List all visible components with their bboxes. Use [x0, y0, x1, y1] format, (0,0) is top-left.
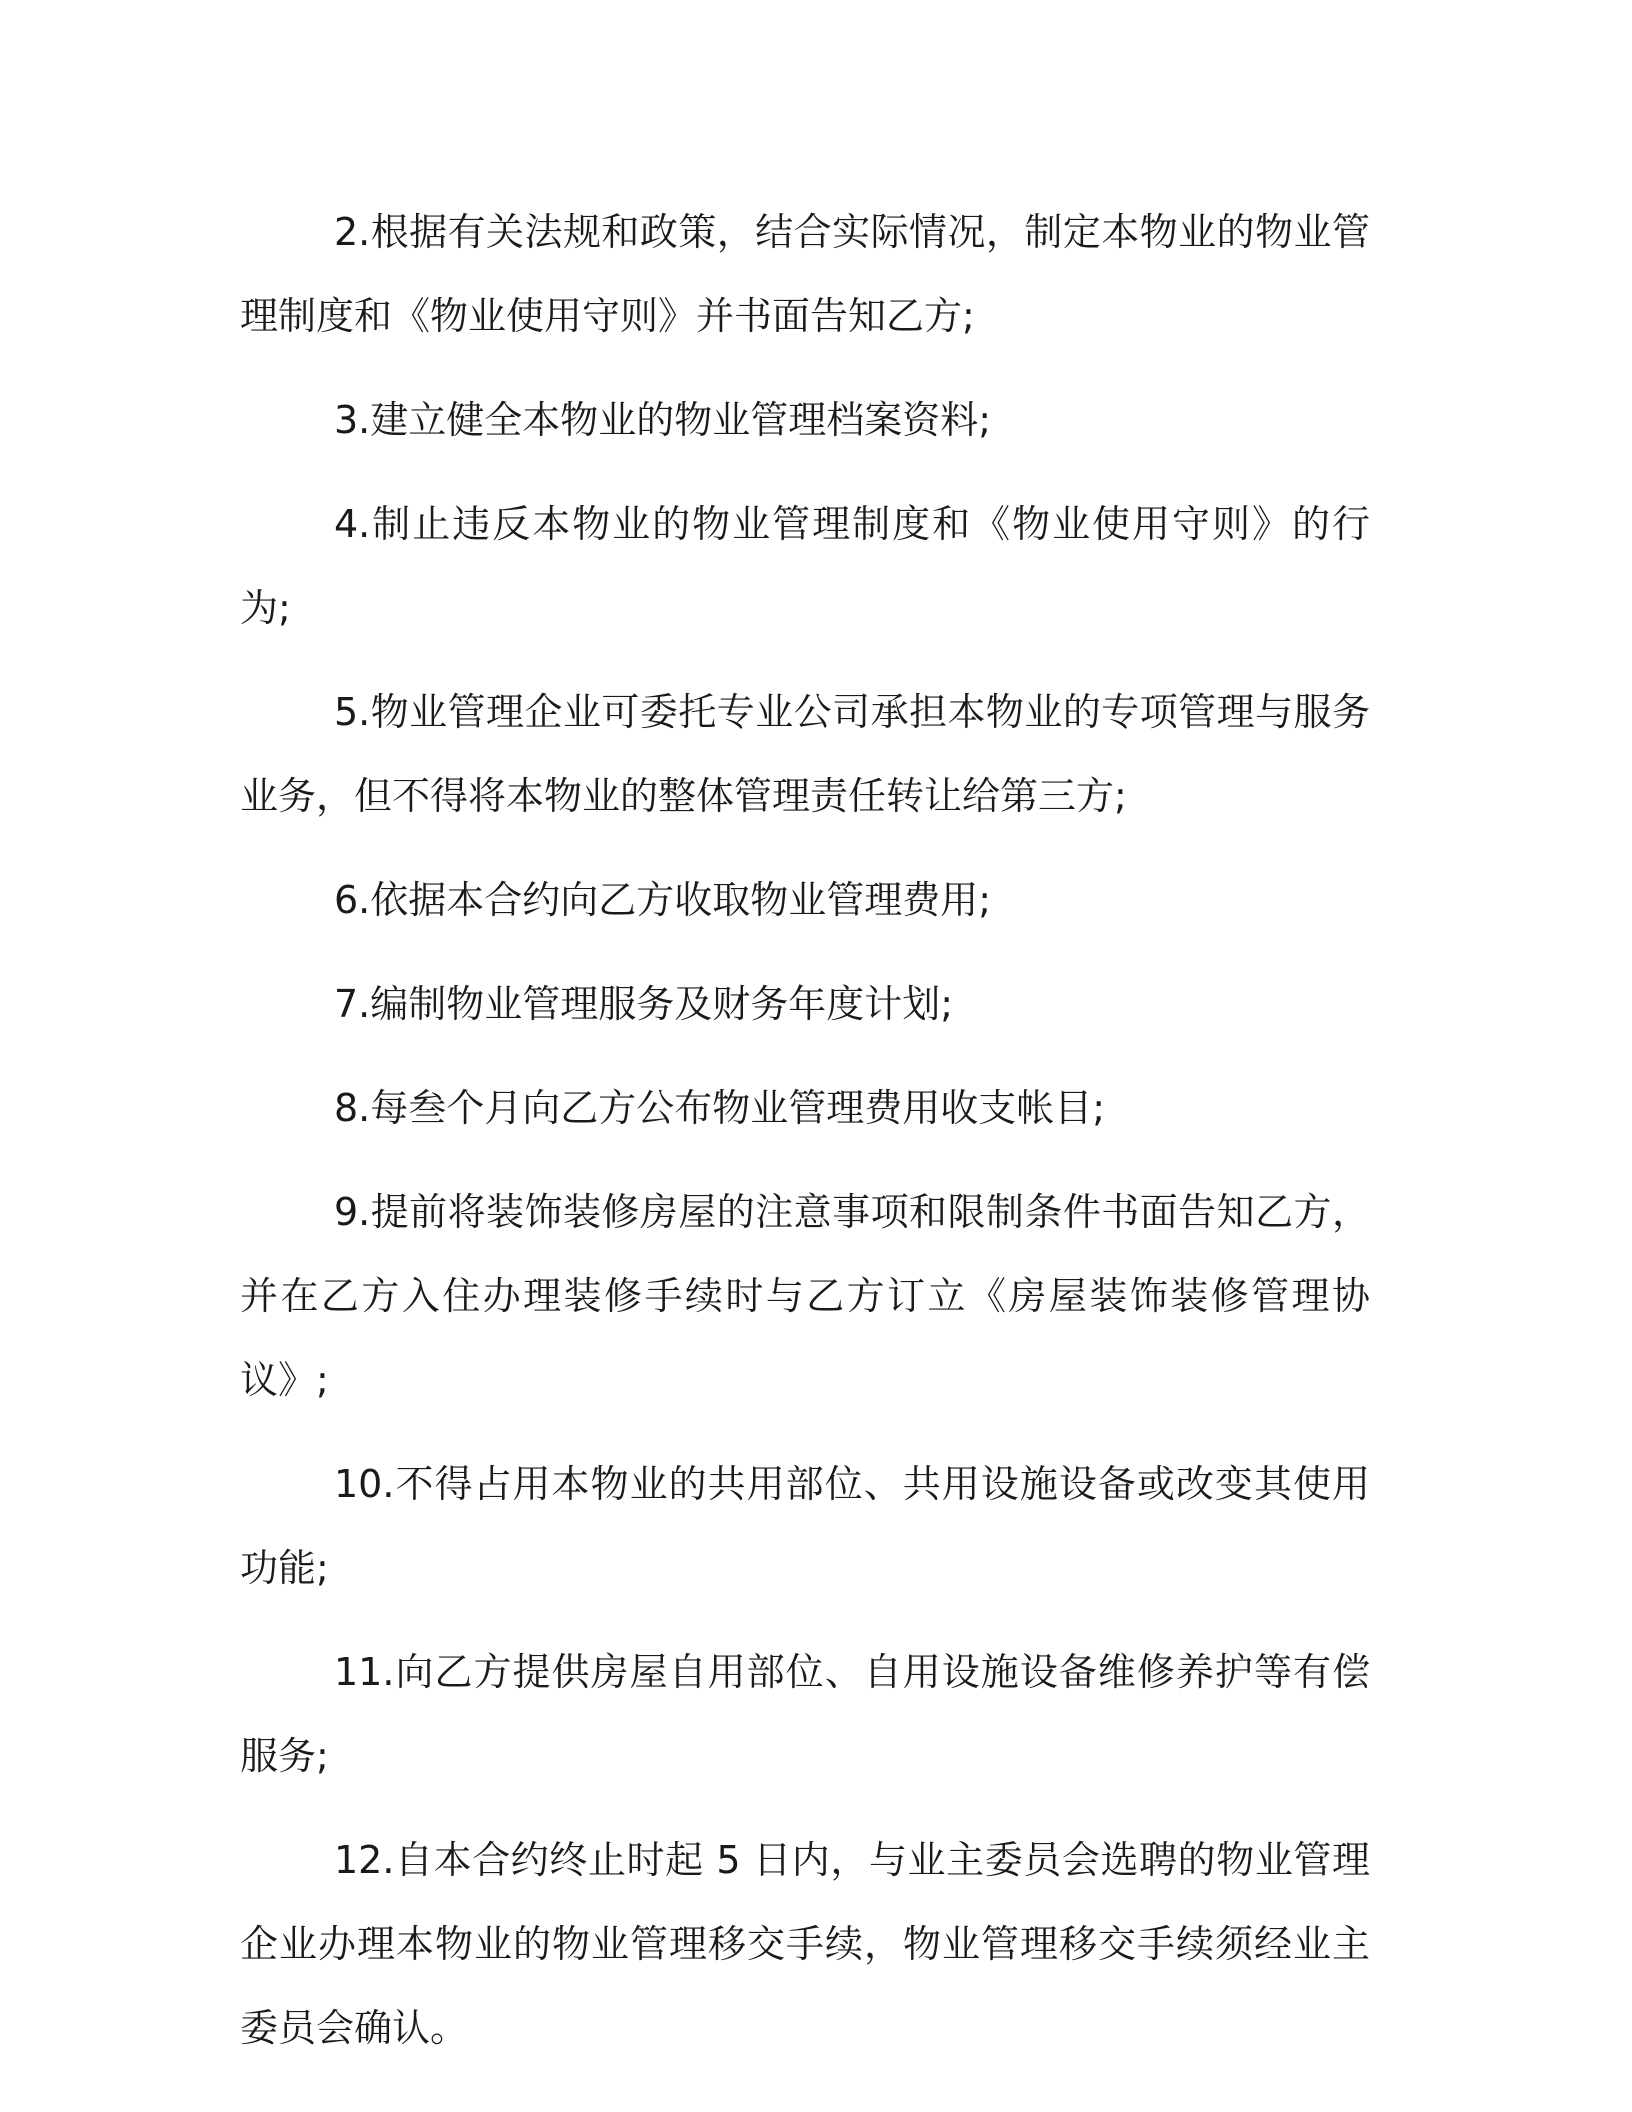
clause-2: 2.根据有关法规和政策，结合实际情况，制定本物业的物业管理制度和《物业使用守则》并书面告知乙方;	[240, 210, 1370, 338]
clause-8: 8.每叁个月向乙方公布物业管理费用收支帐目;	[334, 1086, 1106, 1130]
clause-9: 9.提前将装饰装修房屋的注意事项和限制条件书面告知乙方，并在乙方入住办理装修手续时与乙方订立《房屋装饰装修管理协议》;	[240, 1190, 1370, 1402]
clause-7: 7.编制物业管理服务及财务年度计划;	[334, 982, 954, 1026]
clause-12: 12.自本合约终止时起 5 日内，与业主委员会选聘的物业管理企业办理本物业的物业管理移交手续，物业管理移交手续须经业主委员会确认。	[240, 1838, 1370, 2050]
clause-6: 6.依据本合约向乙方收取物业管理费用;	[334, 878, 992, 922]
clause-4: 4.制止违反本物业的物业管理制度和《物业使用守则》的行为;	[240, 502, 1370, 630]
clause-11: 11.向乙方提供房屋自用部位、自用设施设备维修养护等有偿服务;	[240, 1650, 1370, 1778]
clause-3: 3.建立健全本物业的物业管理档案资料;	[334, 398, 992, 442]
clause-10: 10.不得占用本物业的共用部位、共用设施设备或改变其使用功能;	[240, 1462, 1370, 1590]
clause-5: 5.物业管理企业可委托专业公司承担本物业的专项管理与服务业务，但不得将本物业的整体管理责任转让给第三方;	[240, 690, 1370, 818]
document-page	[240, 190, 1370, 2090]
